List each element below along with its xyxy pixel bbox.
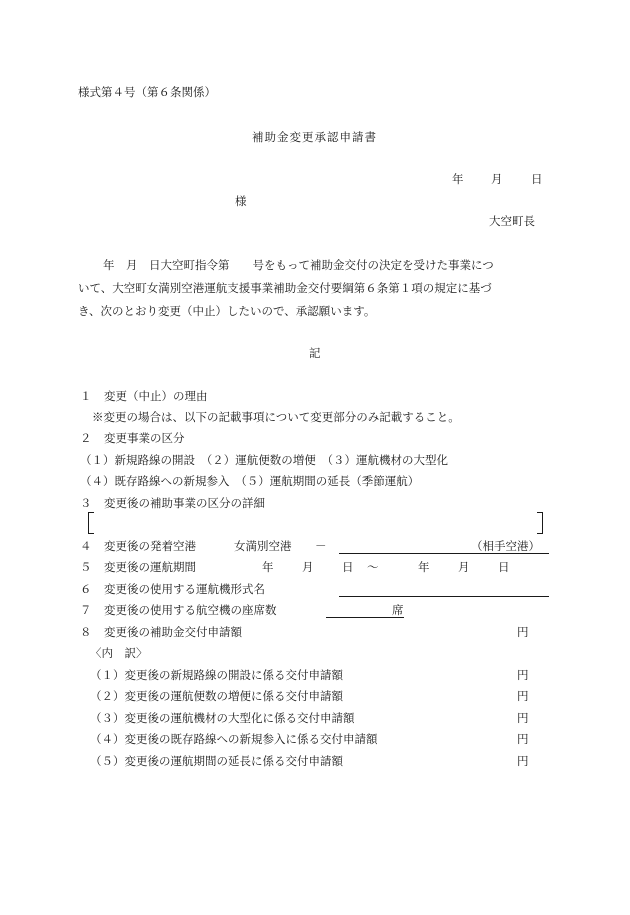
item3-label: 変更後の補助事業の区分の詳細 [104, 496, 265, 510]
breakdown-unit-3: 円 [517, 711, 529, 725]
breakdown-unit-1: 円 [517, 668, 529, 682]
partner-airport-line [339, 553, 549, 554]
item1-label: 変更（中止）の理由 [104, 389, 208, 403]
item2-label: 変更事業の区分 [104, 431, 185, 445]
period-start-year: 年 [262, 560, 274, 574]
item6-label: 変更後の使用する運航機形式名 [104, 582, 265, 596]
period-start-day: 日 [342, 560, 354, 574]
item8-number: ８ [80, 625, 92, 639]
item5-label: 変更後の運航期間 [104, 560, 196, 574]
date-year: 年 [452, 172, 464, 186]
item6-number: ６ [80, 582, 92, 596]
body-line-3: き、次のとおり変更（中止）したいので、承認願います。 [78, 304, 376, 318]
period-tilde: ～ [367, 560, 379, 574]
period-end-year: 年 [418, 560, 430, 574]
ki-heading: 記 [309, 346, 321, 360]
note: ※変更の場合は、以下の記載事項について変更部分のみ記載すること。 [92, 410, 460, 424]
body-line-2: いて、大空町女満別空港運航支援事業補助金交付要綱第６条第１項の規定に基づ [78, 281, 492, 295]
body-line-1: 年 月 日大空町指令第 号をもって補助金交付の決定を受けた事業につ [103, 258, 494, 272]
seat-unit: 席 [392, 603, 404, 617]
origin-airport: 女満別空港 [234, 539, 292, 553]
breakdown-label-4: （４）変更後の既存路線への新規参入に係る交付申請額 [90, 732, 378, 746]
period-end-day: 日 [498, 560, 510, 574]
item8-label: 変更後の補助金交付申請額 [104, 625, 242, 639]
item2-number: ２ [80, 431, 92, 445]
applicant: 大空町長 [489, 214, 535, 228]
categories-line-1: （１）新規路線の開設 （２）運航便数の増便 （３）運航機材の大型化 [80, 453, 448, 467]
period-end-month: 月 [458, 560, 470, 574]
document-title: 補助金変更承認申請書 [252, 130, 377, 144]
breakdown-label-5: （５）変更後の運航期間の延長に係る交付申請額 [90, 754, 343, 768]
seat-count-line [326, 617, 404, 618]
item4-number: ４ [80, 539, 92, 553]
airport-dash: － [315, 539, 327, 553]
breakdown-label-1: （１）変更後の新規路線の開設に係る交付申請額 [90, 668, 343, 682]
detail-bracket-right [537, 512, 543, 534]
breakdown-label-2: （２）変更後の運航便数の増便に係る交付申請額 [90, 689, 343, 703]
item5-number: ５ [80, 560, 92, 574]
form-label: 様式第４号（第６条関係） [78, 85, 216, 99]
item8-unit: 円 [517, 625, 529, 639]
item7-number: ７ [80, 603, 92, 617]
detail-bracket-left [88, 512, 94, 534]
period-start-month: 月 [302, 560, 314, 574]
item7-label: 変更後の使用する航空機の座席数 [104, 603, 277, 617]
date-day: 日 [531, 172, 543, 186]
addressee-suffix: 様 [235, 194, 247, 208]
breakdown-unit-4: 円 [517, 732, 529, 746]
partner-airport: （相手空港） [471, 539, 540, 553]
date-month: 月 [491, 172, 503, 186]
item4-label: 変更後の発着空港 [104, 539, 196, 553]
breakdown-unit-5: 円 [517, 754, 529, 768]
categories-line-2: （４）既存路線への新規参入 （５）運航期間の延長（季節運航） [80, 474, 420, 488]
breakdown-label-3: （３）変更後の運航機材の大型化に係る交付申請額 [90, 711, 355, 725]
item1-number: １ [80, 389, 92, 403]
breakdown-header: 〈内 訳〉 [90, 646, 148, 660]
breakdown-unit-2: 円 [517, 689, 529, 703]
aircraft-type-line [339, 596, 549, 597]
item3-number: ３ [80, 496, 92, 510]
